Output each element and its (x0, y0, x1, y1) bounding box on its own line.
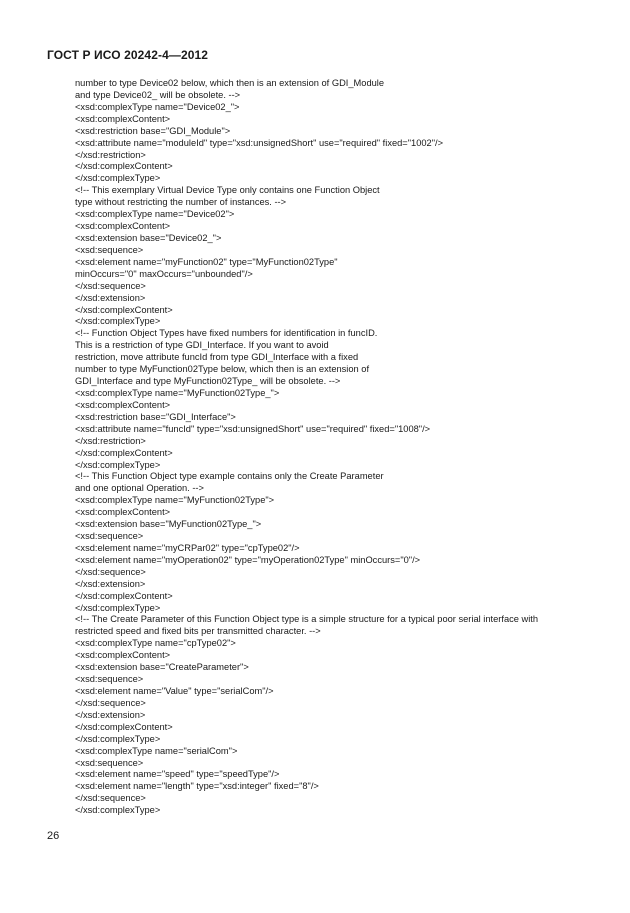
code-line: </xsd:sequence> (75, 566, 146, 577)
code-line: </xsd:extension> (75, 709, 146, 720)
code-line: </xsd:restriction> (75, 149, 146, 160)
code-line: </xsd:restriction> (75, 435, 146, 446)
code-line: </xsd:sequence> (75, 793, 146, 804)
code-line: <xsd:complexContent> (75, 113, 171, 124)
code-line: </xsd:complexContent> (75, 304, 173, 315)
code-line: <!-- Function Object Types have fixed numbers for identification in funcID. (75, 328, 378, 339)
code-line: <xsd:restriction base="GDI_Interface"> (75, 411, 236, 422)
code-line: and type Device02_ will be obsolete. --> (75, 89, 241, 100)
code-line: </xsd:complexType> (75, 459, 161, 470)
code-line: <!-- This exemplary Virtual Device Type only contains one Function Object (75, 185, 380, 196)
code-line: This is a restriction of type GDI_Interface. If you want to avoid (75, 340, 329, 351)
code-line: <xsd:complexContent> (75, 221, 171, 232)
code-line: </xsd:complexType> (75, 805, 161, 816)
code-line: minOccurs="0" maxOccurs="unbounded"/> (75, 268, 253, 279)
code-line: <xsd:attribute name="moduleId" type="xsd:unsignedShort" use="required" fixed="1002"/> (75, 137, 444, 148)
code-line: <xsd:complexType name="MyFunction02Type_"> (75, 387, 280, 398)
code-line: <xsd:extension base="MyFunction02Type_"> (75, 519, 262, 530)
code-line: <xsd:sequence> (75, 674, 144, 685)
code-line: <xsd:complexContent> (75, 399, 171, 410)
code-line: </xsd:extension> (75, 292, 146, 303)
code-line: </xsd:complexContent> (75, 721, 173, 732)
code-line: <xsd:restriction base="GDI_Module"> (75, 125, 231, 136)
code-line: </xsd:complexType> (75, 173, 161, 184)
code-line: and one optional Operation. --> (75, 483, 204, 494)
code-line: number to type Device02 below, which then is an extension of GDI_Module (75, 78, 385, 88)
code-line: </xsd:complexType> (75, 602, 161, 613)
code-line: </xsd:sequence> (75, 697, 146, 708)
code-line: </xsd:sequence> (75, 280, 146, 291)
code-line: <xsd:element name="myCRPar02" type="cpType02"/> (75, 542, 300, 553)
code-line: <xsd:complexType name="MyFunction02Type"> (75, 495, 275, 506)
code-line: number to type MyFunction02Type below, which then is an extension of (75, 364, 370, 375)
code-line: <xsd:element name="myFunction02" type="MyFunction02Type" (75, 256, 338, 267)
code-line: <xsd:sequence> (75, 757, 144, 768)
code-line: <xsd:element name="length" type="xsd:integer" fixed="8"/> (75, 781, 319, 792)
code-line: <xsd:complexType name="serialCom"> (75, 745, 238, 756)
code-line: restriction, move attribute funcId from type GDI_Interface with a fixed (75, 352, 359, 363)
xsd-code-listing (75, 78, 595, 817)
code-line: <xsd:extension base="CreateParameter"> (75, 662, 249, 673)
code-line: <xsd:complexType name="Device02"> (75, 209, 235, 220)
code-line: <xsd:attribute name="funcId" type="xsd:unsignedShort" use="required" fixed="1008"/> (75, 423, 431, 434)
code-line: <xsd:complexType name="Device02_"> (75, 101, 240, 112)
code-line: <xsd:element name="myOperation02" type="myOperation02Type" minOccurs="0"/> (75, 554, 421, 565)
code-line: <xsd:element name="speed" type="speedType"/> (75, 769, 280, 780)
code-line: </xsd:complexType> (75, 316, 161, 327)
code-line: </xsd:complexContent> (75, 447, 173, 458)
code-line: </xsd:complexContent> (75, 161, 173, 172)
code-line: <xsd:complexContent> (75, 507, 171, 518)
code-line: </xsd:extension> (75, 578, 146, 589)
standard-header: ГОСТ Р ИСО 20242-4—2012 (47, 48, 209, 62)
code-line: </xsd:complexType> (75, 733, 161, 744)
code-line: <!-- The Create Parameter of this Function Object type is a simple structure for a typical poor serial interface with (75, 614, 539, 625)
page-number: 26 (47, 830, 60, 842)
code-line: <xsd:complexType name="cpType02"> (75, 638, 236, 649)
code-line: restricted speed and fixed bits per transmitted character. --> (75, 626, 321, 637)
code-line: <xsd:sequence> (75, 531, 144, 542)
code-line: type without restricting the number of instances. --> (75, 197, 287, 208)
code-line: </xsd:complexContent> (75, 590, 173, 601)
code-line: <!-- This Function Object type example contains only the Create Parameter (75, 471, 384, 482)
code-line: <xsd:extension base="Device02_"> (75, 232, 222, 243)
code-line: GDI_Interface and type MyFunction02Type_ will be obsolete. --> (75, 376, 341, 387)
code-line: <xsd:complexContent> (75, 650, 171, 661)
code-line: <xsd:sequence> (75, 244, 144, 255)
code-line: <xsd:element name="Value" type="serialCom"/> (75, 686, 274, 697)
